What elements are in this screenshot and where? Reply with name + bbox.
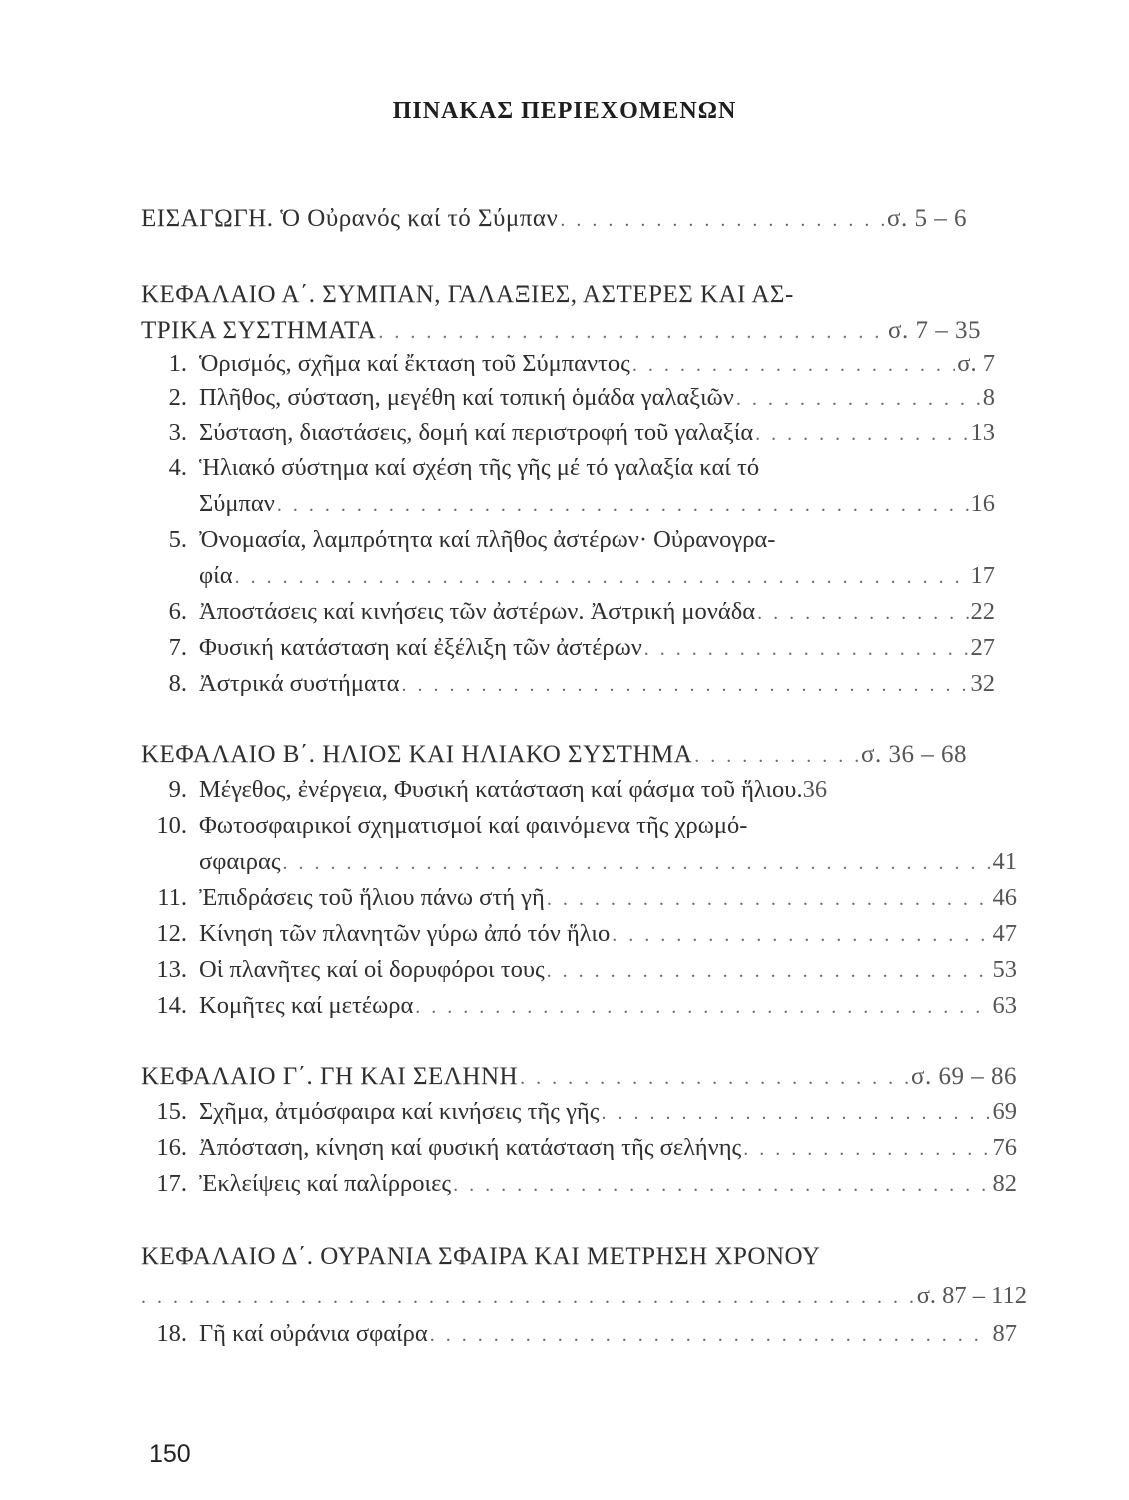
section-number: 9. (168, 776, 187, 803)
section-number: 13. (156, 956, 187, 983)
dot-leader (736, 389, 981, 409)
toc-entry (141, 672, 995, 697)
section-number: 3. (168, 419, 187, 446)
section-title: Ἀστρικά συστήματα (199, 670, 400, 697)
toc-intro-entry (141, 206, 967, 231)
section-title: Ἀπόσταση, κίνηση καί φυσική κατάσταση τῆς σελήνης (199, 1134, 742, 1161)
dot-leader (755, 424, 968, 444)
section-number: 7. (168, 634, 187, 661)
section-title: Σύσταση, διαστάσεις, δομή καί περιστροφή τοῦ γαλαξία (199, 419, 754, 446)
toc-entry (141, 922, 1017, 947)
intro-pages: σ. 5 – 6 (887, 205, 967, 232)
chapter-c-title: ΚΕΦΑΛΑΙΟ Γ΄. ΓΗ ΚΑΙ ΣΕΛΗΝΗ (141, 1063, 519, 1090)
section-page: 27 (970, 634, 995, 661)
dot-leader (402, 675, 969, 695)
section-title: Μέγεθος, ἐνέργεια, Φυσική κατάσταση καί φάσμα τοῦ ἥλιου. (199, 776, 803, 803)
section-number: 2. (168, 384, 187, 411)
section-title: Ὁρισμός, σχῆμα καί ἔκταση τοῦ Σύμπαντος (199, 350, 630, 377)
chapter-a-heading-cont (141, 318, 981, 343)
toc-entry (141, 636, 995, 661)
toc-entry (141, 352, 995, 377)
dot-leader (694, 746, 859, 766)
section-title-cont: φία (199, 562, 233, 589)
toc-entry (141, 386, 995, 411)
section-page: 16 (970, 490, 995, 517)
section-title: Ὀνομασία, λαμπρότητα καί πλῆθος ἀστέρων· Οὐρανογρα- (199, 526, 776, 553)
chapter-d-heading: ΚΕΦΑΛΑΙΟ Δ΄. ΟΥΡΑΝΙΑ ΣΦΑΙΡΑ ΚΑΙ ΜΕΤΡΗΣΗ ΧΡΟΝΟΥ (141, 1243, 821, 1270)
dot-leader (644, 639, 969, 659)
section-number: 10. (156, 812, 187, 839)
toc-entry (141, 600, 995, 625)
section-number: 15. (156, 1098, 187, 1125)
toc-entry-cont (199, 492, 995, 517)
toc-entry (141, 1322, 1017, 1347)
section-page: 63 (992, 992, 1017, 1019)
chapter-b-title: ΚΕΦΑΛΑΙΟ Β΄. ΗΛΙΟΣ ΚΑΙ ΗΛΙΑΚΟ ΣΥΣΤΗΜΑ (141, 741, 693, 768)
section-page: 47 (992, 920, 1017, 947)
toc-entry-cont (199, 564, 995, 589)
section-page: 82 (992, 1170, 1017, 1197)
section-page: 46 (992, 884, 1017, 911)
chapter-d-pages: σ. 87 – 112 (916, 1282, 1027, 1309)
section-number: 17. (156, 1170, 187, 1197)
section-page: 87 (992, 1320, 1017, 1347)
section-page: 36 (802, 776, 828, 803)
section-title: Ἐκλείψεις καί παλίρροιες (199, 1170, 452, 1197)
toc-entry (141, 958, 1017, 983)
toc-entry (141, 994, 1017, 1019)
section-title-cont: σφαιρας (199, 848, 281, 875)
section-number: 16. (156, 1134, 187, 1161)
chapter-c-heading (141, 1064, 1017, 1089)
toc-entry (141, 1100, 1017, 1125)
section-title: Πλῆθος, σύσταση, μεγέθη καί τοπική ὁμάδα γαλαξιῶν (199, 384, 734, 411)
section-page: 17 (970, 562, 995, 589)
section-number: 11. (157, 884, 187, 911)
section-title: Κίνηση τῶν πλανητῶν γύρω ἀπό τόν ἥλιο (199, 920, 611, 947)
dot-leader (520, 1068, 909, 1088)
section-number: 4. (168, 454, 187, 481)
dot-leader (453, 1175, 990, 1195)
section-title: Οἱ πλανῆτες καί οἱ δορυφόροι τους (199, 956, 545, 983)
section-title: Ἀποστάσεις καί κινήσεις τῶν ἀστέρων. Ἀστρική μονάδα (199, 598, 756, 625)
dot-leader (430, 1325, 991, 1345)
toc-entry (141, 1172, 1017, 1197)
dot-leader (141, 1287, 915, 1307)
chapter-b-heading (141, 742, 967, 767)
chapter-a-pages: σ. 7 – 35 (888, 317, 981, 344)
section-title: Γῆ καί οὐράνια σφαίρα (199, 1320, 428, 1347)
section-number: 8. (168, 670, 187, 697)
chapter-a-heading-line2: ΤΡΙΚΑ ΣΥΣΤΗΜΑΤΑ (141, 317, 377, 344)
section-page: 41 (992, 848, 1017, 875)
chapter-b-pages: σ. 36 – 68 (861, 741, 967, 768)
section-page: 76 (992, 1134, 1017, 1161)
dot-leader (560, 210, 885, 230)
section-number: 12. (156, 920, 187, 947)
dot-leader (378, 322, 886, 342)
section-number: 1. (168, 350, 187, 377)
section-page: σ. 7 (957, 350, 995, 377)
dot-leader (601, 1103, 990, 1123)
chapter-c-pages: σ. 69 – 86 (911, 1063, 1017, 1090)
page-number: 150 (149, 1440, 191, 1468)
dot-leader (277, 495, 969, 515)
dot-leader (743, 1139, 990, 1159)
dot-leader (283, 853, 991, 873)
chapter-d-pages-line (141, 1284, 1027, 1309)
section-page: 22 (970, 598, 995, 625)
toc-entry (141, 528, 775, 553)
toc-entry (141, 778, 1017, 803)
chapter-a-heading: ΚΕΦΑΛΑΙΟ Α΄. ΣΥΜΠΑΝ, ΓΑΛΑΞΙΕΣ, ΑΣΤΕΡΕΣ ΚΑΙ ΑΣ- (141, 281, 794, 308)
dot-leader (547, 889, 991, 909)
section-number: 14. (156, 992, 187, 1019)
section-number: 5. (168, 526, 187, 553)
toc-entry (141, 886, 1017, 911)
section-title: Κομῆτες καί μετέωρα (199, 992, 414, 1019)
toc-entry (141, 456, 759, 481)
toc-entry-cont (199, 850, 1017, 875)
section-title: Φωτοσφαιρικοί σχηματισμοί καί φαινόμενα τῆς χρωμό- (199, 812, 748, 839)
section-page: 53 (992, 956, 1017, 983)
toc-entry (141, 421, 995, 446)
dot-leader (415, 997, 990, 1017)
dot-leader (632, 355, 955, 375)
section-page: 8 (982, 384, 995, 411)
section-number: 6. (168, 598, 187, 625)
section-title: Σχῆμα, ἀτμόσφαιρα καί κινήσεις τῆς γῆς (199, 1098, 600, 1125)
section-number: 18. (156, 1320, 187, 1347)
dot-leader (235, 567, 969, 587)
page-title: ΠΙΝΑΚΑΣ ΠΕΡΙΕΧΟΜΕΝΩΝ (392, 98, 737, 124)
section-title: Ἐπιδράσεις τοῦ ἥλιου πάνω στή γῆ (199, 884, 545, 911)
section-page: 32 (970, 670, 995, 697)
section-title-cont: Σύμπαν (199, 490, 275, 517)
toc-entry (141, 1136, 1017, 1161)
section-page: 69 (992, 1098, 1017, 1125)
section-title: Ἡλιακό σύστημα καί σχέση τῆς γῆς μέ τό γαλαξία καί τό (199, 454, 760, 481)
dot-leader (547, 961, 991, 981)
section-title: Φυσική κατάσταση καί ἐξέλιξη τῶν ἀστέρων (199, 634, 642, 661)
toc-entry (141, 814, 747, 839)
intro-label: ΕΙΣΑΓΩΓΗ. Ὁ Οὐρανός καί τό Σύμπαν (141, 205, 559, 232)
dot-leader (757, 603, 968, 623)
section-page: 13 (970, 419, 995, 446)
dot-leader (612, 925, 990, 945)
